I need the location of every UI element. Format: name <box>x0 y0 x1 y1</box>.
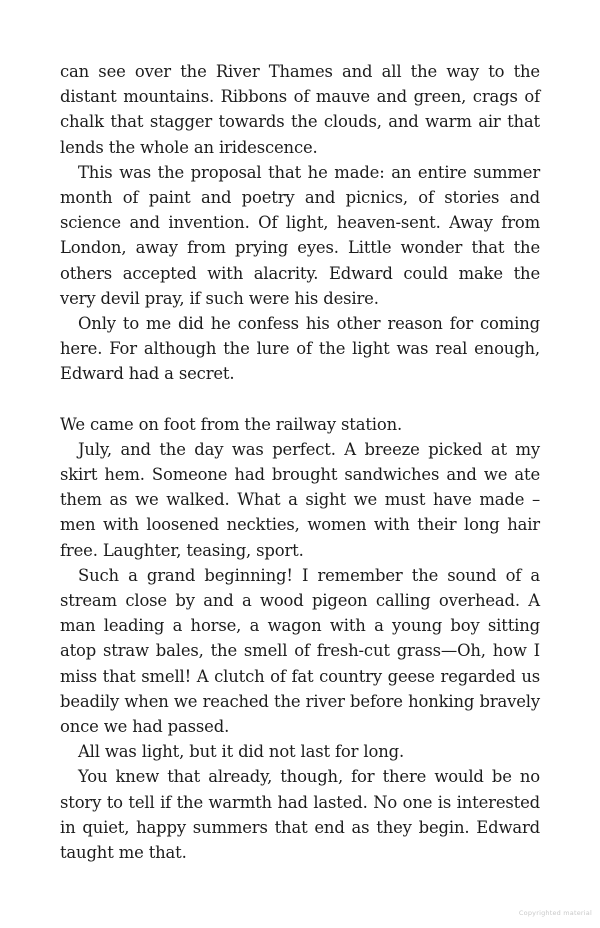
paragraph-railway-station: We came on foot from the railway station. <box>60 414 403 434</box>
paragraph-july: July, and the day was perfect. A breeze picked at my skirt hem. Someone had brought sandwiches and we ate them as we walked. What a sight we must have made – men with loosened neckties, women with their long hair free. Laughter, teasing, sport. <box>60 439 540 560</box>
book-page-text <box>60 59 540 865</box>
copyright-watermark: Copyrighted material <box>518 909 592 917</box>
paragraph-all-was-light: All was light, but it did not last for long. <box>78 742 405 762</box>
paragraph-no-story: You knew that already, though, for there would be no story to tell if the warmth had lasted. No one is interested in quiet, happy summers that end as they begin. Edward taught me that. <box>60 767 540 863</box>
paragraph-proposal: This was the proposal that he made: an entire summer month of paint and poetry and picnics, of stories and science and invention. Of light, heaven-sent. Away from London, away from prying eyes. Little wonder that the others accepted with alacrity. Edward could make the very devil pray, if such were his desire. <box>60 162 540 308</box>
paragraph-continued: can see over the River Thames and all the way to the distant mountains. Ribbons of mauve and green, crags of chalk that stagger towards the clouds, and warm air that lends the whole an iridescence. <box>60 62 540 157</box>
paragraph-secret: Only to me did he confess his other reason for coming here. For although the lure of the light was real enough, Edward had a secret. <box>60 314 540 384</box>
paragraph-grand-beginning: Such a grand beginning! I remember the sound of a stream close by and a wood pigeon calling overhead. A man leading a horse, a wagon with a young boy sitting atop straw bales, the smell of fresh-cut grass—Oh, how I miss that smell! A clutch of fat country geese regarded us beadily when we reached the river before honking bravely once we had passed. <box>60 565 540 737</box>
